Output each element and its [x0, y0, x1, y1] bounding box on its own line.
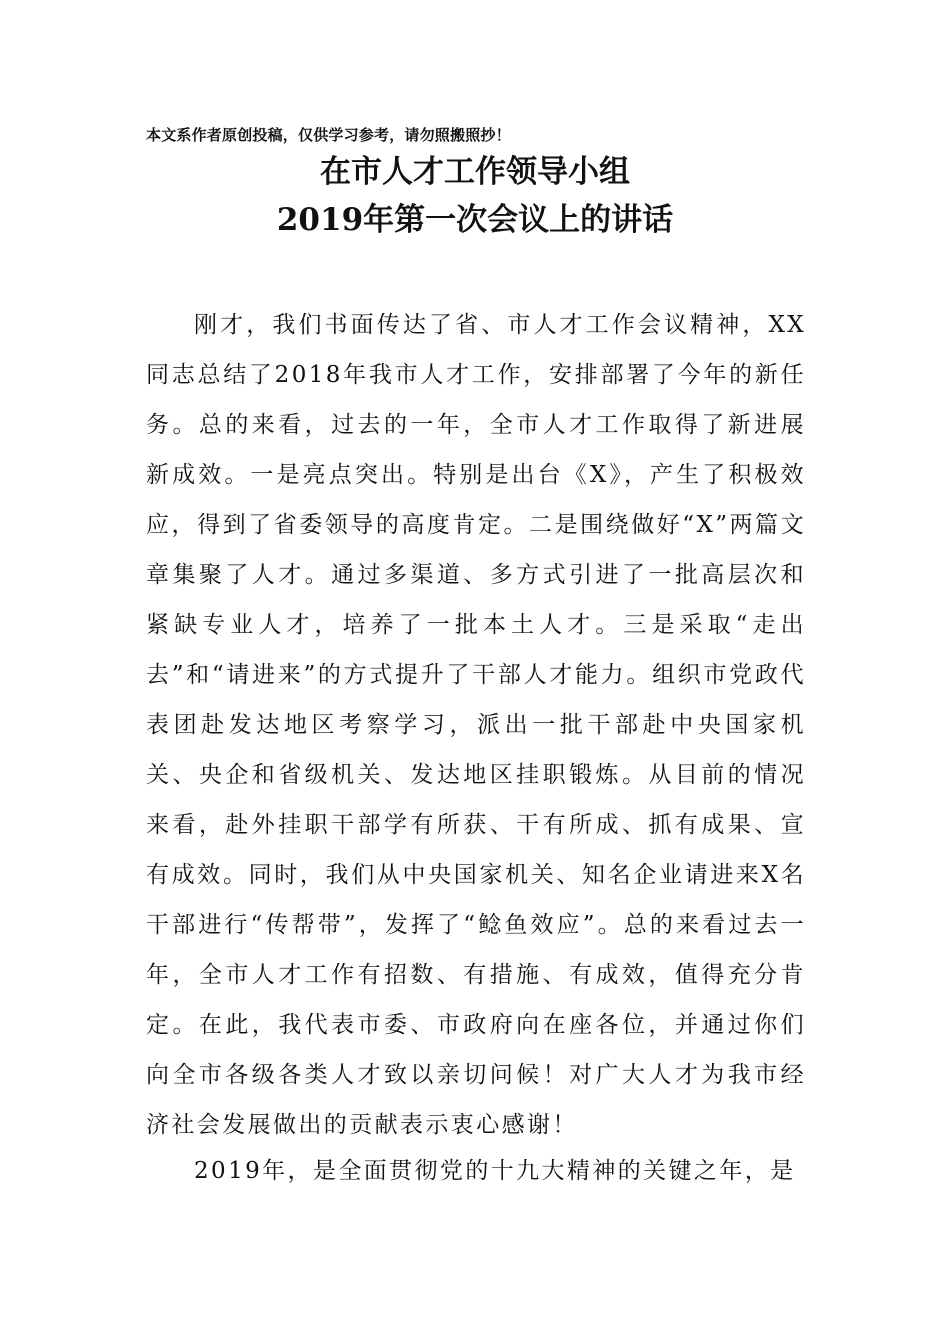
body-paragraph: 2019年，是全面贯彻党的十九大精神的关键之年，是 — [194, 1158, 796, 1184]
document-title-line-1: 在市人才工作领导小组 — [320, 154, 630, 190]
body-paragraph: 刚才，我们书面传达了省、市人才工作会议精神，XX同志总结了2018年我市人才工作，安排部署了今年的新任务。总的来看，过去的一年，全市人才工作取得了新进展新成效。一是亮点突出。特别是出台《X》，产生了积极效应，得到了省委领导的高度肯定。二是围绕做好“X”两篇文章集聚了人才。通过多渠道、多方式引进了一批高层次和紧缺专业人才，培养了一批本土人才。三是采取“走出去”和“请进来”的方式提升了干部人才能力。组织市党政代表团赴发达地区考察学习，派出一批干部赴中央国家机关、央企和省级机关、发达地区挂职锻炼。从目前的情况来看，赴外挂职干部学有所获、干有所成、抓有成果、宣有成效。同时，我们从中央国家机关、知名企业请进来X名干部进行“传帮带”，发挥了“鲶鱼效应”。总的来看过去一年，全市人才工作有招数、有措施、有成效，值得充分肯定。在此，我代表市委、市政府向在座各位，并通过你们向全市各级各类人才致以亲切问候！对广大人才为我市经济社会发展做出的贡献表示衷心感谢！ — [146, 312, 806, 1138]
document-title-line-2: 2019年第一次会议上的讲话 — [276, 202, 674, 238]
copyright-notice: 本文系作者原创投稿，仅供学习参考，请勿照搬照抄！ — [146, 126, 511, 144]
